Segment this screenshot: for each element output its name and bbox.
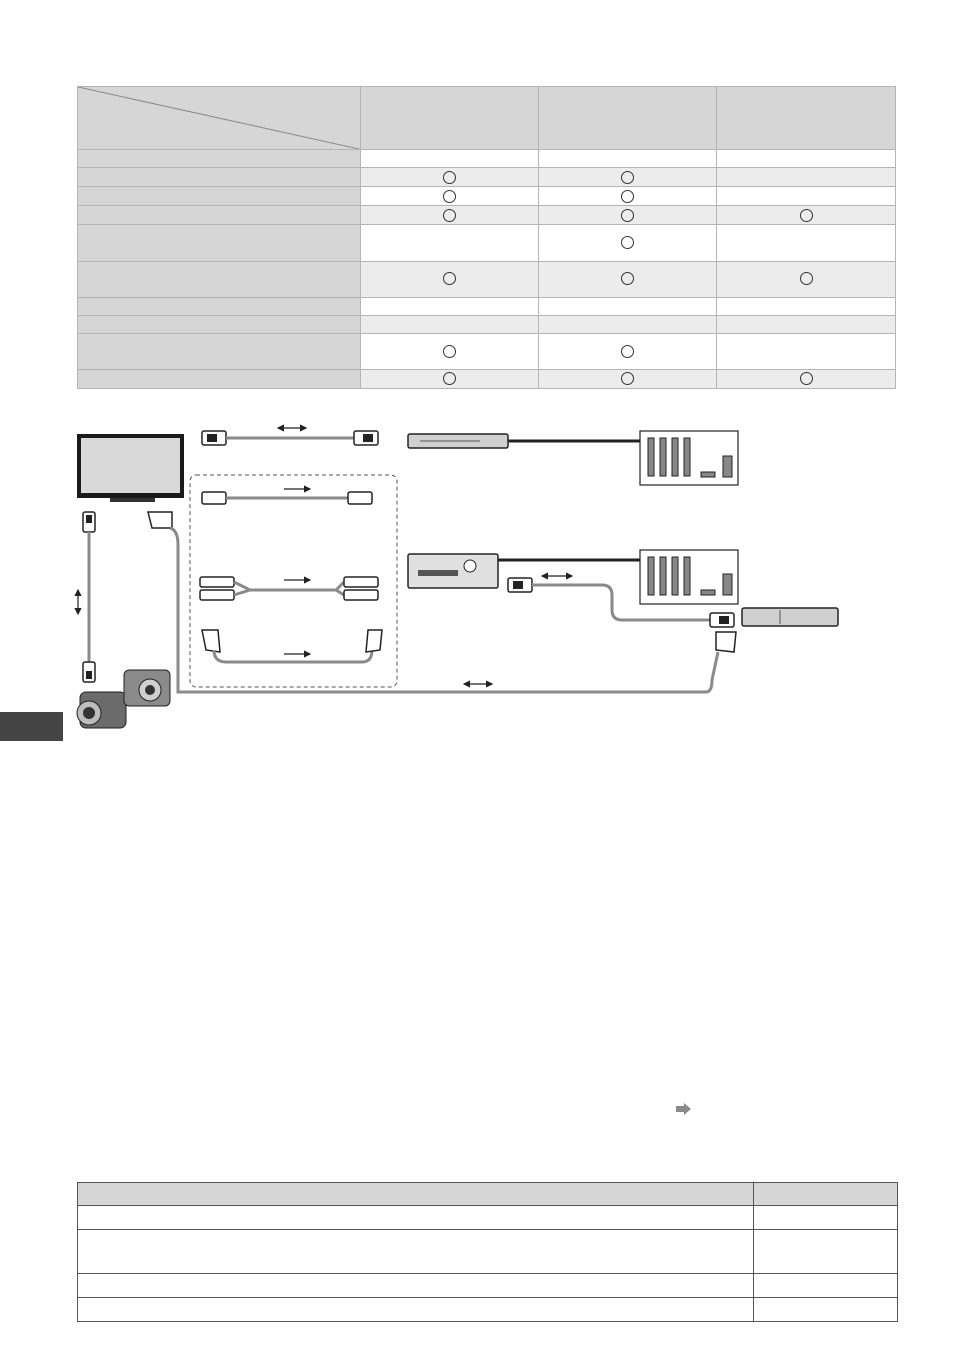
compat-row-label	[78, 206, 361, 225]
bottom-table-header	[78, 1183, 898, 1206]
compat-cell	[539, 333, 717, 369]
table-cell	[754, 1274, 898, 1298]
compat-row	[78, 261, 896, 297]
diagonal-divider	[78, 87, 360, 149]
table-row	[78, 1206, 898, 1230]
compat-row	[78, 369, 896, 388]
compat-row-label	[78, 168, 361, 187]
scart-cable	[214, 650, 372, 662]
compat-cell	[361, 225, 539, 261]
supported-mark-icon	[443, 272, 456, 285]
compat-cell	[361, 150, 539, 168]
supported-mark-icon	[800, 209, 813, 222]
compat-row	[78, 315, 896, 333]
hdmi-plug-icon	[202, 431, 226, 445]
compat-cell	[361, 187, 539, 206]
reference-arrow-icon	[676, 1103, 692, 1115]
scart-plug-icon	[716, 632, 736, 652]
table-cell	[78, 1298, 754, 1322]
scart-cable	[170, 528, 718, 692]
table-cell	[78, 1206, 754, 1230]
compat-col-header	[717, 87, 896, 150]
supported-mark-icon	[621, 345, 634, 358]
supported-mark-icon	[621, 171, 634, 184]
speaker-system-icon	[640, 431, 738, 485]
supported-mark-icon	[621, 272, 634, 285]
compat-row	[78, 168, 896, 187]
supported-mark-icon	[443, 190, 456, 203]
compat-row	[78, 225, 896, 261]
compat-row-label	[78, 225, 361, 261]
compat-row-label	[78, 315, 361, 333]
rca-plug-icon	[344, 577, 378, 600]
compat-cell	[717, 225, 896, 261]
camera-icon	[124, 670, 170, 706]
disc-player-icon	[408, 434, 508, 448]
hdmi-plug-icon	[508, 578, 532, 592]
compat-cell	[717, 150, 896, 168]
compat-cell	[361, 168, 539, 187]
scart-plug-icon	[148, 512, 172, 528]
compat-row	[78, 297, 896, 315]
connection-diagram	[0, 400, 954, 750]
compat-row	[78, 150, 896, 168]
table-cell	[78, 1230, 754, 1274]
compat-cell	[539, 206, 717, 225]
bottom-table	[77, 1182, 898, 1322]
compat-row-label	[78, 369, 361, 388]
hdmi-plug-icon	[83, 662, 95, 682]
supported-mark-icon	[621, 190, 634, 203]
rca-plug-icon	[348, 492, 372, 504]
compat-row-label	[78, 297, 361, 315]
compat-cell	[361, 206, 539, 225]
compat-cell	[539, 187, 717, 206]
compat-cell	[361, 369, 539, 388]
hdmi-plug-icon	[710, 613, 734, 627]
compat-cell	[539, 297, 717, 315]
supported-mark-icon	[443, 372, 456, 385]
compat-cell	[539, 225, 717, 261]
compatibility-table	[77, 86, 896, 389]
supported-mark-icon	[443, 171, 456, 184]
table-cell	[754, 1298, 898, 1322]
scart-plug-icon	[202, 630, 220, 652]
compat-cell	[717, 315, 896, 333]
av-amplifier-icon	[408, 554, 498, 588]
compat-cell	[717, 206, 896, 225]
compat-row-label	[78, 150, 361, 168]
compat-corner-cell	[78, 87, 361, 150]
rca-cable	[234, 582, 344, 595]
speaker-system-icon	[640, 550, 738, 604]
supported-mark-icon	[443, 209, 456, 222]
compat-cell	[539, 261, 717, 297]
compat-cell	[361, 333, 539, 369]
compat-col-header	[361, 87, 539, 150]
table-row	[78, 1230, 898, 1274]
camcorder-icon	[77, 692, 126, 728]
compat-cell	[361, 315, 539, 333]
compat-cell	[539, 315, 717, 333]
compat-cell	[361, 261, 539, 297]
compat-row-label	[78, 261, 361, 297]
compat-row	[78, 206, 896, 225]
compat-cell	[539, 369, 717, 388]
compat-cell	[717, 369, 896, 388]
compat-cell	[717, 333, 896, 369]
tv-icon	[77, 434, 184, 502]
scart-plug-icon	[366, 630, 382, 652]
compat-cell	[539, 168, 717, 187]
compat-cell	[717, 261, 896, 297]
rca-plug-icon	[200, 577, 234, 600]
table-row	[78, 1274, 898, 1298]
compat-cell	[361, 297, 539, 315]
bottom-col-header	[754, 1183, 898, 1206]
compat-cell	[717, 168, 896, 187]
compat-col-header	[539, 87, 717, 150]
supported-mark-icon	[800, 272, 813, 285]
compat-cell	[717, 187, 896, 206]
supported-mark-icon	[621, 372, 634, 385]
hdmi-plug-icon	[83, 512, 95, 532]
compat-row	[78, 187, 896, 206]
table-row	[78, 1298, 898, 1322]
supported-mark-icon	[800, 372, 813, 385]
recorder-icon	[742, 608, 838, 626]
table-cell	[78, 1274, 754, 1298]
compat-cell	[539, 150, 717, 168]
compat-header-row	[78, 87, 896, 150]
rca-plug-icon	[202, 492, 226, 504]
supported-mark-icon	[621, 209, 634, 222]
table-cell	[754, 1206, 898, 1230]
compat-row	[78, 333, 896, 369]
compat-row-label	[78, 187, 361, 206]
hdmi-plug-icon	[354, 431, 378, 445]
table-cell	[754, 1230, 898, 1274]
compat-row-label	[78, 333, 361, 369]
bottom-col-header	[78, 1183, 754, 1206]
compat-cell	[717, 297, 896, 315]
supported-mark-icon	[443, 345, 456, 358]
supported-mark-icon	[621, 236, 634, 249]
